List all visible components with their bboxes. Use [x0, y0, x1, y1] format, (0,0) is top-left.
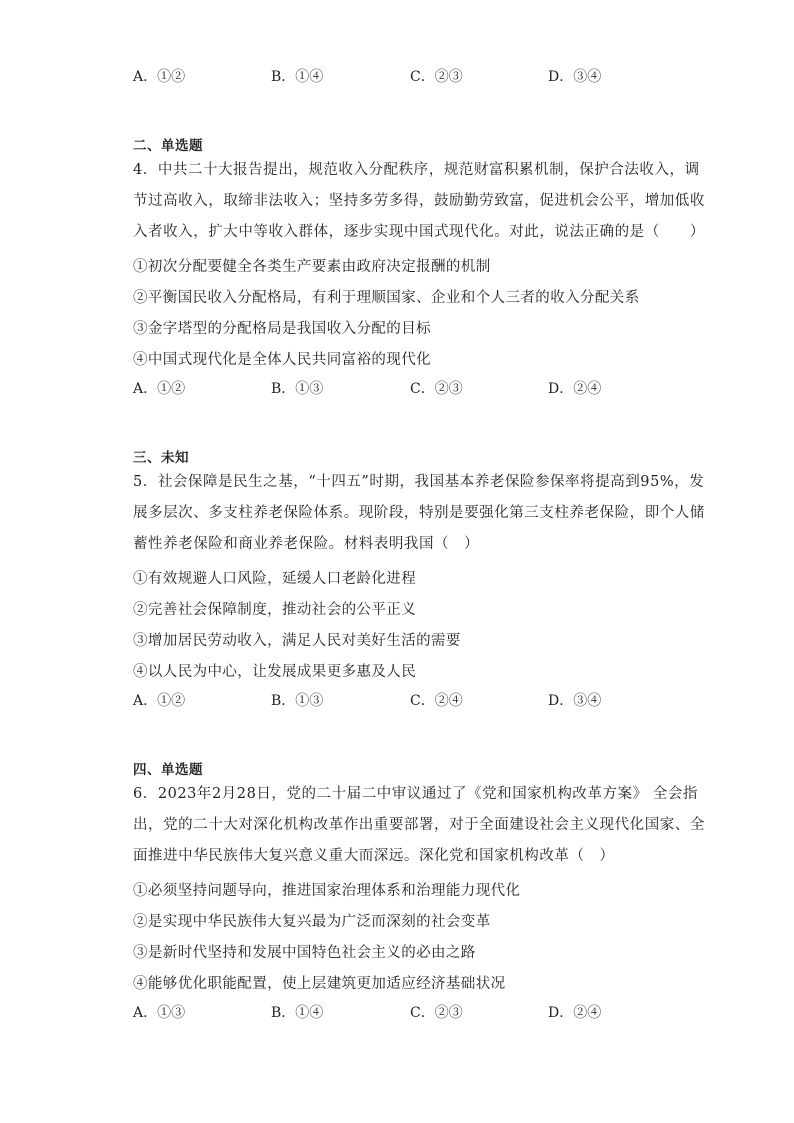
- statement-item: ②平衡国民收入分配格局，有利于理顺国家、企业和个人三者的收入分配关系: [133, 290, 640, 306]
- statement-item: ③是新时代坚持和发展中国特色社会主义的必由之路: [133, 945, 476, 961]
- statement-item: ④能够优化职能配置，使上层建筑更加适应经济基础状况: [133, 976, 506, 992]
- option-d[interactable]: D．③④: [548, 69, 602, 85]
- option-d[interactable]: D．②④: [548, 381, 602, 397]
- question-line: 入者收入，扩大中等收入群体，逐步实现中国式现代化。对此，说法正确的是（ ）: [133, 224, 705, 241]
- option-b[interactable]: B．①③: [271, 693, 324, 709]
- option-d[interactable]: D．②④: [548, 1005, 602, 1021]
- option-c[interactable]: C．②③: [410, 381, 463, 397]
- option-c[interactable]: C．②③: [410, 69, 463, 85]
- question-5-stem: [133, 467, 705, 561]
- section-heading: 三、未知: [133, 450, 189, 466]
- option-b[interactable]: B．①③: [271, 381, 324, 397]
- question-line: 节过高收入，取缔非法收入；坚持多劳多得，鼓励勤劳致富，促进机会公平，增加低收: [133, 193, 705, 210]
- option-a[interactable]: A．①②: [133, 69, 186, 85]
- statement-item: ②是实现中华民族伟大复兴最为广泛而深刻的社会变革: [133, 914, 491, 930]
- option-b[interactable]: B．①④: [271, 69, 324, 85]
- statement-item: ①必须坚持问题导向，推进国家治理体系和治理能力现代化: [133, 883, 521, 899]
- question-line: 6．2023年2月28日，党的二十届二中审议通过了《党和国家机构改革方案》 全会指: [133, 786, 698, 802]
- question-6-stem: [133, 779, 705, 873]
- option-d[interactable]: D．③④: [548, 693, 602, 709]
- option-a[interactable]: A．①③: [133, 1005, 186, 1021]
- question-4-stem: [133, 155, 705, 249]
- statement-item: ③金字塔型的分配格局是我国收入分配的目标: [133, 321, 431, 337]
- statement-item: ②完善社会保障制度，推动社会的公平正义: [133, 602, 417, 618]
- option-a[interactable]: A．①②: [133, 381, 186, 397]
- question-line: 4．中共二十大报告提出，规范收入分配秩序，规范财富积累机制，保护合法收入，调: [133, 162, 700, 178]
- option-a[interactable]: A．①②: [133, 693, 186, 709]
- options-row-q6: [133, 1002, 693, 1026]
- option-c[interactable]: C．②④: [410, 693, 463, 709]
- statement-item: ④以人民为中心，让发展成果更多惠及人民: [133, 664, 417, 680]
- statement-item: ①初次分配要健全各类生产要素由政府决定报酬的机制: [133, 259, 491, 275]
- section-heading: 四、单选题: [133, 762, 203, 778]
- option-b[interactable]: B．①④: [271, 1005, 324, 1021]
- question-line: 蓄性养老保险和商业养老保险。材料表明我国（ ）: [133, 536, 480, 553]
- option-c[interactable]: C．②③: [410, 1005, 463, 1021]
- question-line: 出，党的二十大对深化机构改革作出重要部署，对于全面建设社会主义现代化国家、全: [133, 817, 705, 834]
- section-heading: 二、单选题: [133, 138, 203, 154]
- options-row-q3: [133, 66, 693, 90]
- statement-item: ①有效规避人口风险，延缓人口老龄化进程: [133, 571, 417, 587]
- question-line: 展多层次、多支柱养老保险体系。现阶段，特别是要强化第三支柱养老保险，即个人储: [133, 505, 705, 522]
- options-row-q4: [133, 378, 693, 402]
- question-line: 面推进中华民族伟大复兴意义重大而深远。深化党和国家机构改革（ ）: [133, 848, 615, 865]
- options-row-q5: [133, 690, 693, 714]
- statement-item: ④中国式现代化是全体人民共同富裕的现代化: [133, 352, 431, 368]
- statement-item: ③增加居民劳动收入，满足人民对美好生活的需要: [133, 633, 461, 649]
- question-line: 5．社会保障是民生之基，“十四五”时期，我国基本养老保险参保率将提高到95%，发: [133, 474, 705, 490]
